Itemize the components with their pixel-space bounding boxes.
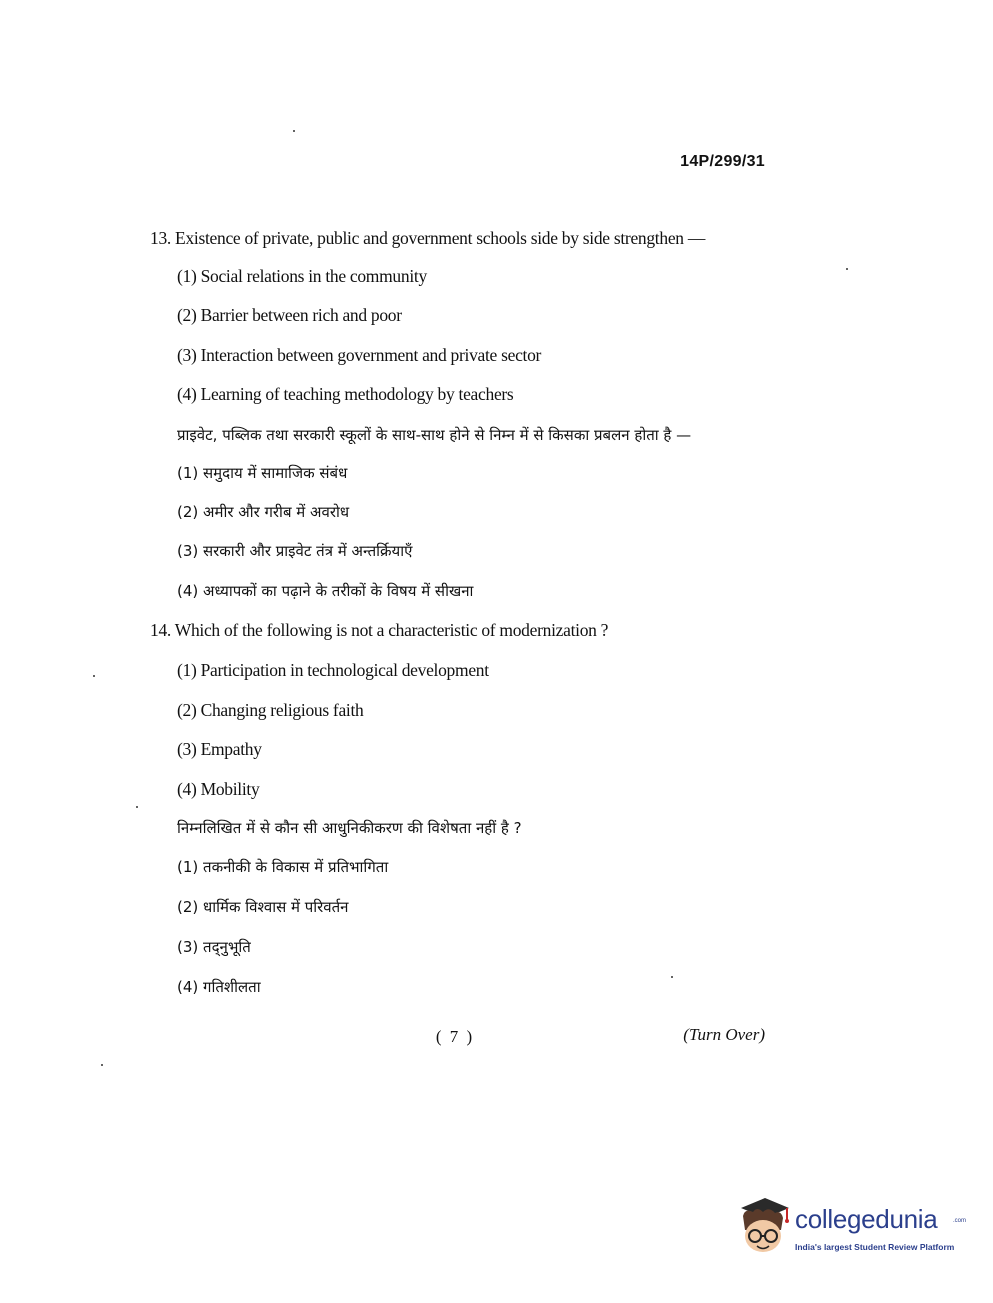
scan-speck [671,976,673,978]
q13-hindi-option-1: (1) समुदाय में सामाजिक संबंध [177,464,348,482]
scan-speck [101,1064,103,1066]
q14-hindi-option-3: (3) तद्नुभूति [177,938,251,956]
logo-tagline: India's largest Student Review Platform [795,1242,955,1252]
mascot-icon [735,1196,793,1262]
question-13-hindi-text: प्राइवेट, पब्लिक तथा सरकारी स्कूलों के साथ-साथ होने से निम्न में से किसका प्रबलन होता है — [177,426,692,444]
q14-option-3: (3) Empathy [177,739,262,759]
q14-hindi-option-2: (2) धार्मिक विश्वास में परिवर्तन [177,898,349,916]
page-code: 14P/299/31 [680,153,765,170]
q13-option-4: (4) Learning of teaching methodology by teachers [177,384,514,404]
question-14-text: 14. Which of the following is not a characteristic of modernization ? [150,620,609,640]
q13-option-1: (1) Social relations in the community [177,266,427,286]
scan-speck [293,130,295,132]
turn-over-note: (Turn Over) [683,1025,765,1044]
q13-option-3: (3) Interaction between government and private sector [177,345,542,365]
collegedunia-logo [735,1196,967,1262]
scan-speck [93,675,95,677]
logo-brand-suffix: .com [953,1218,967,1224]
q13-hindi-option-4: (4) अध्यापकों का पढ़ाने के तरीकों के विषय में सीखना [177,582,474,600]
q14-option-4: (4) Mobility [177,779,260,799]
q13-hindi-option-2: (2) अमीर और गरीब में अवरोध [177,503,350,521]
page-number: ( 7 ) [435,1027,475,1046]
q14-hindi-option-4: (4) गतिशीलता [177,978,261,996]
question-13-text: 13. Existence of private, public and government schools side by side strengthen — [150,228,706,248]
logo-brand-name: collegedunia [795,1204,938,1234]
question-14-hindi-text: निम्नलिखित में से कौन सी आधुनिकीकरण की विशेषता नहीं है ? [177,819,522,837]
q14-hindi-option-1: (1) तकनीकी के विकास में प्रतिभागिता [177,858,389,876]
q14-option-1: (1) Participation in technological development [177,660,489,680]
q13-option-2: (2) Barrier between rich and poor [177,305,402,325]
q14-option-2: (2) Changing religious faith [177,700,364,720]
scan-speck [846,268,848,270]
q13-hindi-option-3: (3) सरकारी और प्राइवेट तंत्र में अन्तर्क्रियाएँ [177,542,413,560]
scan-speck [136,806,138,808]
